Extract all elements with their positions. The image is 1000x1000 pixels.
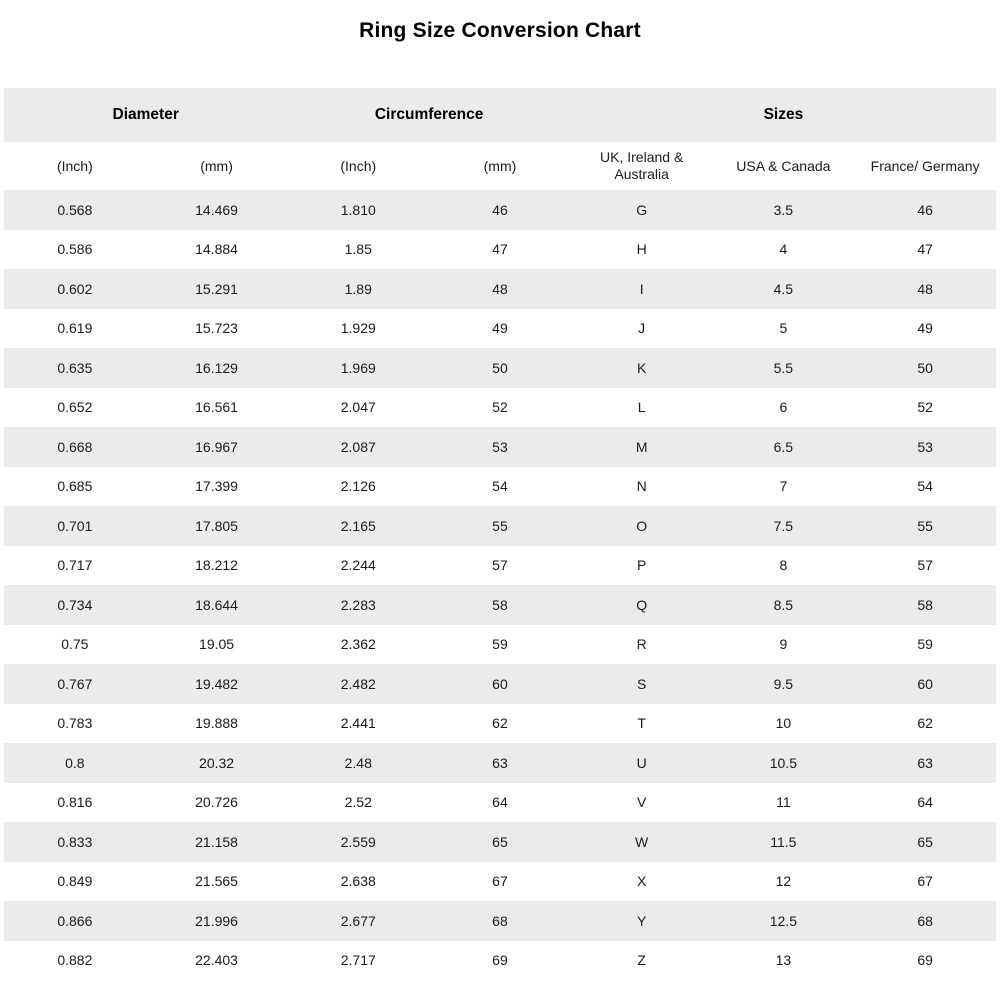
cell: 64 <box>492 794 508 811</box>
cell: V <box>636 794 647 811</box>
cell: 0.849 <box>57 873 93 890</box>
table-row <box>4 506 996 546</box>
cell: 67 <box>492 873 508 890</box>
cell: 48 <box>492 280 508 297</box>
cell: 62 <box>492 715 508 732</box>
cell: 2.441 <box>340 715 376 732</box>
cell: 57 <box>917 557 933 574</box>
cell: 0.767 <box>57 675 93 692</box>
cell: 17.399 <box>195 478 238 495</box>
cell: 69 <box>917 952 933 969</box>
cell: 2.717 <box>340 952 376 969</box>
page-title: Ring Size Conversion Chart <box>359 19 641 42</box>
cell: 2.52 <box>344 794 372 811</box>
cell: 20.32 <box>199 754 235 771</box>
cell: 1.969 <box>340 359 376 376</box>
cell: L <box>637 399 646 416</box>
table-row <box>4 783 996 823</box>
cell: 2.48 <box>344 754 372 771</box>
cell: R <box>636 636 647 653</box>
ring-size-conversion-table <box>4 88 996 980</box>
cell: N <box>636 478 647 495</box>
cell: 49 <box>492 320 508 337</box>
cell: 0.833 <box>57 833 93 850</box>
cell: 0.816 <box>57 794 93 811</box>
cell: 0.619 <box>57 320 93 337</box>
cell: 0.685 <box>57 478 93 495</box>
cell: 2.559 <box>340 833 376 850</box>
cell: 47 <box>492 241 508 258</box>
table-body <box>4 190 996 980</box>
cell: 0.652 <box>57 399 93 416</box>
cell: 18.212 <box>195 557 238 574</box>
cell: 58 <box>917 596 933 613</box>
cell: 19.482 <box>195 675 238 692</box>
cell: 47 <box>917 241 933 258</box>
table-row <box>4 743 996 783</box>
cell: 20.726 <box>195 794 238 811</box>
cell: 2.677 <box>340 912 376 929</box>
cell: 19.888 <box>195 715 238 732</box>
cell: 67 <box>917 873 933 890</box>
cell: 68 <box>917 912 933 929</box>
group-header-diameter: Diameter <box>112 106 179 123</box>
cell: T <box>637 715 646 732</box>
table-row <box>4 822 996 862</box>
cell: 1.929 <box>340 320 376 337</box>
table-row <box>4 190 996 230</box>
group-header-circumference: Circumference <box>374 106 484 123</box>
table-row <box>4 901 996 941</box>
cell: 18.644 <box>195 596 238 613</box>
table-row <box>4 704 996 744</box>
cell: 19.05 <box>199 636 235 653</box>
cell: 50 <box>492 359 508 376</box>
cell: 69 <box>492 952 508 969</box>
cell: 65 <box>492 833 508 850</box>
cell: P <box>636 557 647 574</box>
cell: 0.717 <box>57 557 93 574</box>
cell: 53 <box>492 438 508 455</box>
cell: 48 <box>917 280 933 297</box>
cell: 14.469 <box>195 201 238 218</box>
cell: 3.5 <box>773 201 794 218</box>
cell: 11.5 <box>770 833 797 850</box>
cell: 52 <box>492 399 508 416</box>
cell: 63 <box>492 754 508 771</box>
cell: 21.565 <box>195 873 238 890</box>
cell: 46 <box>492 201 508 218</box>
cell: 5.5 <box>773 359 794 376</box>
cell: 2.638 <box>340 873 376 890</box>
column-header-uk-ireland-australia: UK, Ireland & Australia <box>600 149 684 182</box>
cell: 57 <box>492 557 508 574</box>
cell: 11 <box>776 794 791 811</box>
table-row <box>4 585 996 625</box>
cell: 58 <box>492 596 508 613</box>
cell: Y <box>636 912 647 929</box>
column-header-usa-canada: USA & Canada <box>736 157 831 174</box>
cell: 1.89 <box>344 280 372 297</box>
cell: 0.75 <box>61 636 89 653</box>
cell: 2.362 <box>340 636 376 653</box>
cell: 15.291 <box>195 280 238 297</box>
cell: Z <box>637 952 646 969</box>
cell: 2.165 <box>340 517 376 534</box>
cell: 9 <box>779 636 788 653</box>
cell: 12 <box>775 873 792 890</box>
cell: 53 <box>917 438 933 455</box>
cell: 50 <box>917 359 933 376</box>
cell: 62 <box>917 715 933 732</box>
cell: 59 <box>917 636 933 653</box>
cell: 12.5 <box>769 912 797 929</box>
cell: 15.723 <box>195 320 238 337</box>
cell: K <box>636 359 647 376</box>
cell: 0.8 <box>65 754 85 771</box>
cell: S <box>636 675 647 692</box>
cell: 10.5 <box>769 754 797 771</box>
table-row <box>4 309 996 349</box>
cell: 8 <box>779 557 788 574</box>
conversion-table-container <box>0 88 1000 980</box>
cell: 4.5 <box>773 280 794 297</box>
cell: U <box>636 754 647 771</box>
cell: 68 <box>492 912 508 929</box>
column-header-row <box>4 142 996 190</box>
cell: 2.283 <box>340 596 376 613</box>
cell: 49 <box>917 320 933 337</box>
cell: 14.884 <box>195 241 238 258</box>
cell: 54 <box>917 478 933 495</box>
cell: W <box>635 833 649 850</box>
group-header-row <box>4 88 996 142</box>
cell: 0.668 <box>57 438 93 455</box>
cell: 1.85 <box>344 241 372 258</box>
table-row <box>4 348 996 388</box>
cell: 16.129 <box>195 359 238 376</box>
table-row <box>4 269 996 309</box>
table-row <box>4 862 996 902</box>
cell: 6 <box>779 399 788 416</box>
cell: J <box>638 320 646 337</box>
cell: 0.635 <box>57 359 93 376</box>
cell: 22.403 <box>195 952 238 969</box>
column-header-diameter-mm: (mm) <box>200 157 233 174</box>
cell: 21.158 <box>195 833 238 850</box>
cell: G <box>636 201 648 218</box>
cell: 16.967 <box>195 438 238 455</box>
cell: 13 <box>775 952 792 969</box>
cell: 55 <box>492 517 508 534</box>
cell: 0.783 <box>57 715 93 732</box>
cell: 5 <box>779 320 788 337</box>
cell: 2.482 <box>340 675 376 692</box>
cell: 60 <box>492 675 508 692</box>
cell: 1.810 <box>340 201 376 218</box>
cell: 7.5 <box>773 517 794 534</box>
cell: 2.126 <box>340 478 376 495</box>
cell: 6.5 <box>773 438 794 455</box>
cell: 2.047 <box>340 399 376 416</box>
cell: 64 <box>917 794 933 811</box>
column-header-circumference-mm: (mm) <box>483 157 517 174</box>
cell: 0.734 <box>57 596 93 613</box>
cell: 7 <box>779 478 788 495</box>
cell: 0.568 <box>57 201 93 218</box>
cell: 54 <box>492 478 508 495</box>
cell: 16.561 <box>195 399 238 416</box>
cell: 0.701 <box>57 517 93 534</box>
cell: 46 <box>917 201 933 218</box>
cell: 8.5 <box>773 596 794 613</box>
table-header <box>4 88 996 190</box>
cell: 65 <box>917 833 933 850</box>
table-row <box>4 664 996 704</box>
table-row <box>4 427 996 467</box>
table-row <box>4 546 996 586</box>
cell: 60 <box>917 675 933 692</box>
cell: O <box>636 517 648 534</box>
cell: 59 <box>492 636 508 653</box>
column-header-circumference-inch: (Inch) <box>340 157 377 174</box>
group-header-sizes: Sizes <box>763 106 804 123</box>
cell: H <box>636 241 647 258</box>
cell: 10 <box>775 715 792 732</box>
cell: I <box>639 280 644 297</box>
cell: Q <box>636 596 648 613</box>
cell: 0.586 <box>57 241 93 258</box>
cell: 52 <box>917 399 933 416</box>
cell: 9.5 <box>773 675 794 692</box>
cell: 0.602 <box>57 280 93 297</box>
cell: 55 <box>917 517 933 534</box>
cell: M <box>635 438 648 455</box>
cell: 17.805 <box>195 517 238 534</box>
cell: 0.882 <box>57 952 93 969</box>
table-row <box>4 941 996 981</box>
cell: 63 <box>917 754 933 771</box>
cell: 0.866 <box>57 912 93 929</box>
column-header-france-germany: France/ Germany <box>870 157 980 174</box>
column-header-diameter-inch: (Inch) <box>56 157 93 174</box>
cell: 21.996 <box>195 912 238 929</box>
cell: 4 <box>779 241 788 258</box>
table-row <box>4 625 996 665</box>
table-row <box>4 230 996 270</box>
table-row <box>4 388 996 428</box>
cell: 2.244 <box>340 557 376 574</box>
cell: X <box>636 873 647 890</box>
cell: 2.087 <box>340 438 376 455</box>
table-row <box>4 467 996 507</box>
